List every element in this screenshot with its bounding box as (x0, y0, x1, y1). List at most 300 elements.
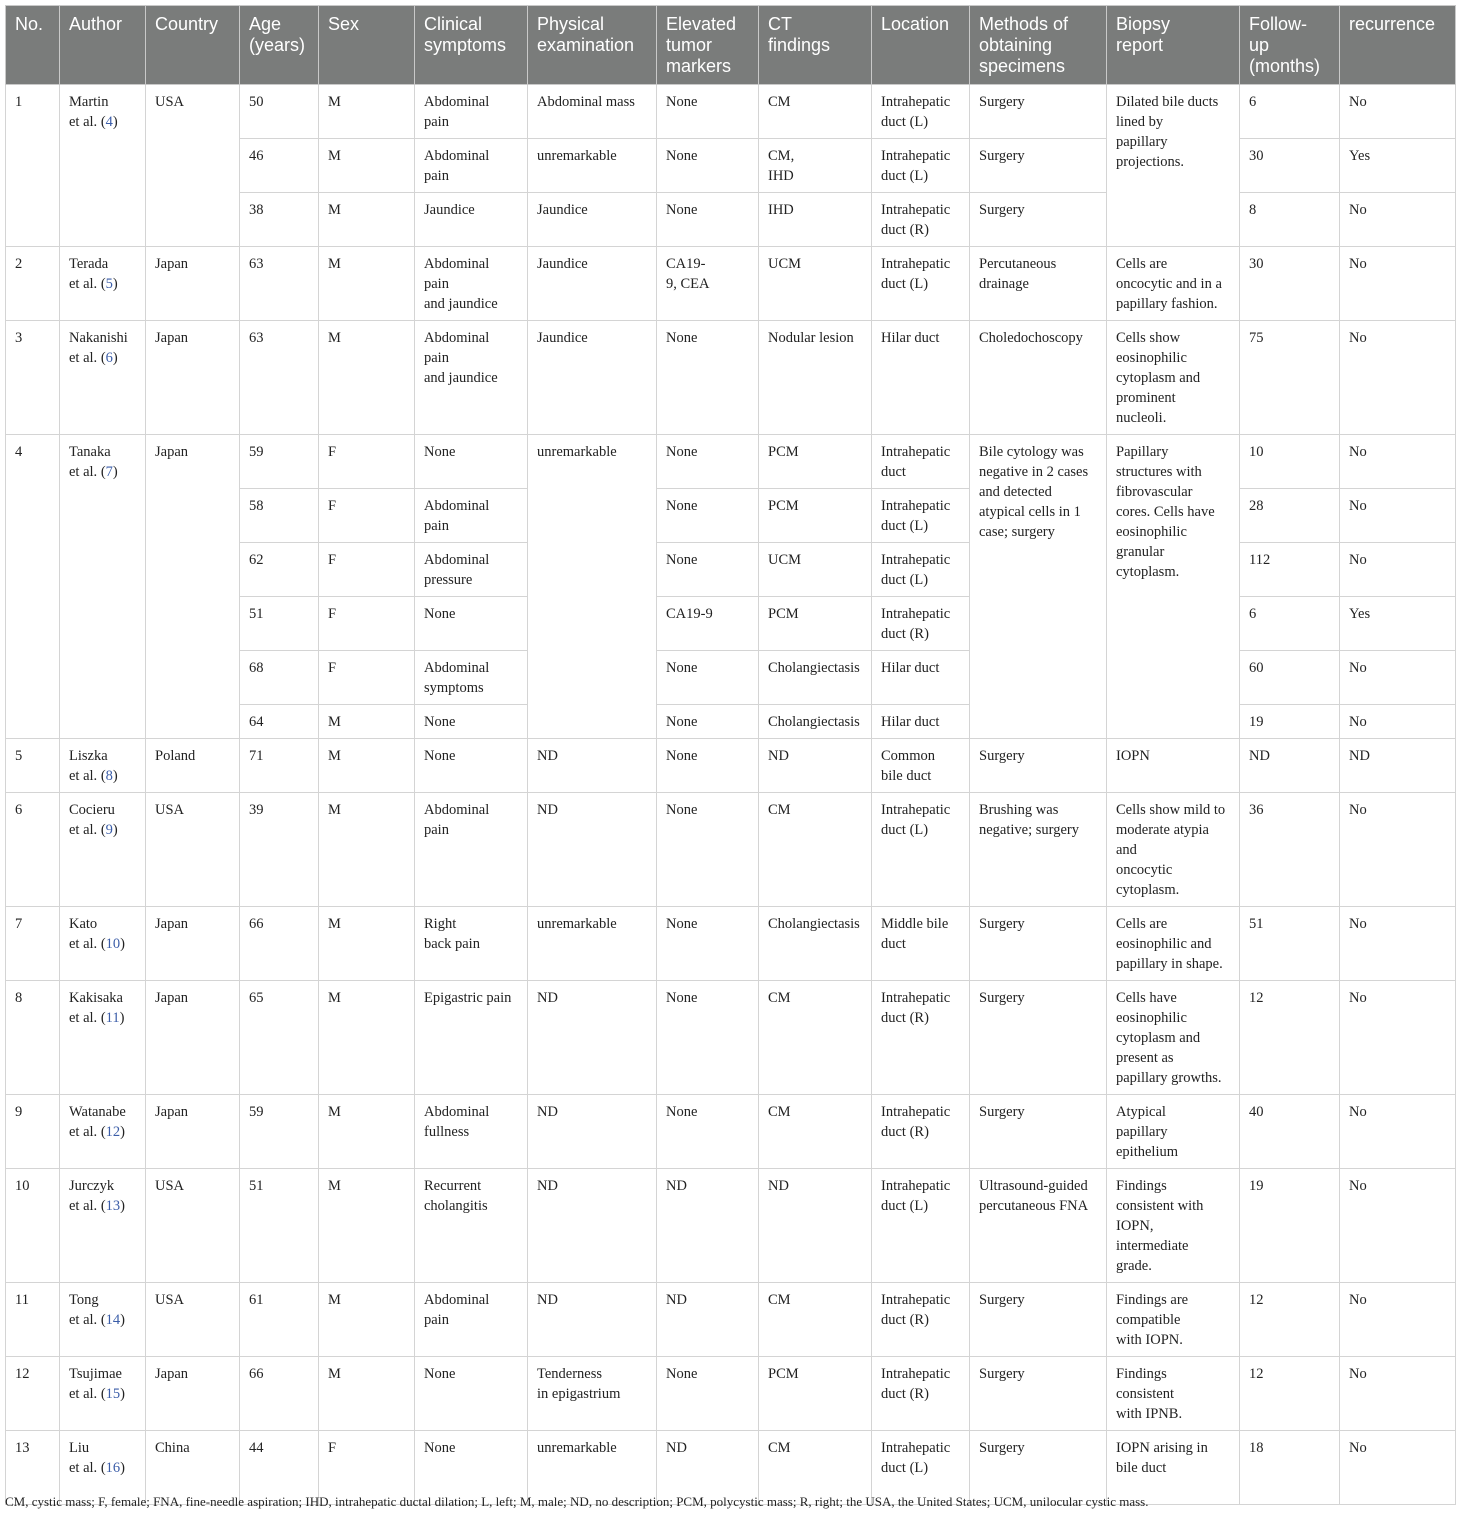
table-cell (415, 247, 528, 321)
cell-text: CM (768, 990, 791, 1006)
table-cell (1240, 907, 1340, 981)
table-cell: Kato et al. (10) (60, 907, 146, 981)
table-cell (1240, 981, 1340, 1095)
table-cell (970, 193, 1107, 247)
column-header-clinical-symptoms (415, 6, 528, 85)
table-cell (872, 435, 970, 489)
table-body (6, 85, 1456, 1505)
cell-text: Terada (69, 256, 109, 272)
cell-text: 112 (1249, 552, 1271, 568)
table-cell (872, 543, 970, 597)
table-cell (1107, 793, 1240, 907)
cell-text: IOPN, (1116, 1218, 1154, 1234)
table-cell (759, 247, 872, 321)
table-cell (528, 193, 657, 247)
cell-text: et al. (69, 822, 98, 838)
cell-text: ND (666, 1440, 687, 1456)
cell-text: Middle bile (881, 916, 949, 932)
cell-text: pain (424, 822, 449, 838)
cell-text: Tanaka (69, 444, 111, 460)
header-text: CT (768, 14, 792, 34)
cell-text: 13 (15, 1440, 30, 1456)
table-cell (319, 489, 415, 543)
cell-text: unremarkable (537, 444, 617, 460)
cell-text: No (1349, 330, 1367, 346)
cell-text: Intrahepatic (881, 552, 951, 568)
reference-link[interactable]: 14 (105, 1312, 121, 1328)
table-cell (872, 139, 970, 193)
cell-text: 59 (249, 444, 264, 460)
cell-text: No (1349, 802, 1367, 818)
cell-text: eosinophilic (1116, 1010, 1187, 1026)
cell-text: 6 (1249, 94, 1257, 110)
table-cell (528, 1169, 657, 1283)
table-cell (872, 489, 970, 543)
table-cell (528, 435, 657, 739)
cell-text: PCM (768, 444, 799, 460)
table-cell (970, 981, 1107, 1095)
table-cell (528, 907, 657, 981)
cell-text: M (328, 94, 341, 110)
cell-text: M (328, 202, 341, 218)
cell-text: 3 (15, 330, 23, 346)
table-cell (528, 1095, 657, 1169)
table-cell (657, 489, 759, 543)
cell-text: M (328, 714, 341, 730)
cell-text: Atypical (1116, 1104, 1166, 1120)
cell-text: 7 (15, 916, 23, 932)
table-cell (1240, 597, 1340, 651)
table-cell (657, 247, 759, 321)
table-cell (415, 139, 528, 193)
table-cell (528, 981, 657, 1095)
reference-link[interactable]: 5 (105, 276, 113, 292)
cell-text: CM (768, 94, 791, 110)
table-cell (319, 1357, 415, 1431)
header-text: symptoms (424, 35, 507, 55)
table-cell (1107, 85, 1240, 247)
cell-text: Surgery (979, 1104, 1025, 1120)
cell-text: Intrahepatic (881, 444, 951, 460)
cell-text: Liu (69, 1440, 90, 1456)
table-cell (1107, 1357, 1240, 1431)
cell-text: 10 (15, 1178, 30, 1194)
cell-text: Intrahepatic (881, 1440, 951, 1456)
table-cell (6, 85, 60, 247)
cell-text: duct (L) (881, 518, 929, 534)
cell-text: with IOPN. (1116, 1332, 1183, 1348)
table-cell (319, 247, 415, 321)
cell-text: fullness (424, 1124, 470, 1140)
cell-text: and jaundice (424, 296, 498, 312)
cell-text: cytoplasm and (1116, 1030, 1201, 1046)
table-cell (319, 907, 415, 981)
cell-text: duct (L) (881, 1198, 929, 1214)
table-cell (1107, 435, 1240, 739)
table-cell (319, 705, 415, 739)
table-cell (1340, 1169, 1456, 1283)
reference-link[interactable]: 11 (105, 1010, 120, 1026)
header-text: Methods of (979, 14, 1069, 34)
cell-text: Yes (1349, 606, 1371, 622)
table-cell (415, 1095, 528, 1169)
table-cell (759, 1169, 872, 1283)
header-text: up (1249, 35, 1270, 55)
cell-text: 68 (249, 660, 264, 676)
cell-text: case; surgery (979, 524, 1055, 540)
table-cell (415, 85, 528, 139)
table-cell (146, 247, 240, 321)
cell-text: IHD (768, 168, 794, 184)
cell-text: Right (424, 916, 457, 932)
cell-text: Intrahepatic (881, 498, 951, 514)
table-cell (319, 597, 415, 651)
column-header-author (60, 6, 146, 85)
table-cell (415, 321, 528, 435)
table-cell (146, 1283, 240, 1357)
cell-text: cores. Cells have (1116, 504, 1215, 520)
table-cell (1340, 1357, 1456, 1431)
cell-text: Jaundice (537, 330, 588, 346)
table-cell (1107, 1169, 1240, 1283)
cell-text: in epigastrium (537, 1386, 621, 1402)
cell-text: duct (881, 464, 906, 480)
cell-text: None (666, 1366, 698, 1382)
table-cell (1340, 139, 1456, 193)
reference-link[interactable]: 15 (105, 1386, 121, 1402)
table-cell (872, 193, 970, 247)
reference-link[interactable]: 12 (105, 1124, 121, 1140)
table-cell (146, 435, 240, 739)
cell-text: M (328, 330, 341, 346)
table-cell (319, 193, 415, 247)
header-text: Author (69, 14, 123, 34)
table-cell (657, 705, 759, 739)
table-cell (415, 981, 528, 1095)
table-cell (657, 1095, 759, 1169)
cell-text: et al. (69, 1124, 98, 1140)
column-header-follow-up (1240, 6, 1340, 85)
table-cell (1107, 321, 1240, 435)
cell-text: duct (L) (881, 822, 929, 838)
column-header-ct-findings (759, 6, 872, 85)
cell-text: CM (768, 1104, 791, 1120)
cell-text: No (1349, 552, 1367, 568)
cell-text: 39 (249, 802, 264, 818)
table-cell (657, 793, 759, 907)
table-cell (759, 739, 872, 793)
cell-text: None (666, 990, 698, 1006)
table-cell (657, 543, 759, 597)
table-cell (319, 981, 415, 1095)
cell-text: 44 (249, 1440, 264, 1456)
table-cell (240, 489, 319, 543)
cell-text: PCM (768, 1366, 799, 1382)
cell-text: eosinophilic and (1116, 936, 1212, 952)
cell-text: 63 (249, 330, 264, 346)
cell-text: et al. (69, 1010, 98, 1026)
table-cell (240, 907, 319, 981)
cell-text: Surgery (979, 1440, 1025, 1456)
cell-text: and jaundice (424, 370, 498, 386)
table-cell (319, 435, 415, 489)
table-cell (970, 139, 1107, 193)
table-cell (1340, 543, 1456, 597)
table-cell (970, 1169, 1107, 1283)
cell-text: Kato (69, 916, 98, 932)
cell-text: None (666, 802, 698, 818)
cell-text: et al. (69, 464, 98, 480)
table-cell (1240, 739, 1340, 793)
cell-text: Hilar duct (881, 714, 940, 730)
cell-text: papillary in shape. (1116, 956, 1223, 972)
table-cell (1240, 705, 1340, 739)
cell-text: M (328, 990, 341, 1006)
reference-link[interactable]: 7 (105, 464, 113, 480)
table-cell (415, 793, 528, 907)
cell-text: M (328, 1366, 341, 1382)
reference-link[interactable]: 6 (105, 350, 113, 366)
cell-text: 1 (15, 94, 23, 110)
cell-text: USA (155, 1178, 185, 1194)
table-cell (872, 981, 970, 1095)
table-cell (759, 321, 872, 435)
table-cell: Tsujimae et al. (15) (60, 1357, 146, 1431)
cell-text: drainage (979, 276, 1029, 292)
table-cell (6, 981, 60, 1095)
cell-text: 19 (1249, 1178, 1264, 1194)
cell-text: granular (1116, 544, 1165, 560)
table-cell (6, 1357, 60, 1431)
cell-text: Surgery (979, 990, 1025, 1006)
cell-text: ND (537, 748, 558, 764)
cell-text: duct (L) (881, 168, 929, 184)
cell-text: 40 (1249, 1104, 1264, 1120)
cell-text: 64 (249, 714, 264, 730)
cell-text: Abdominal (424, 256, 490, 272)
cell-text: Yes (1349, 148, 1371, 164)
cell-text: None (666, 660, 698, 676)
table-cell (240, 193, 319, 247)
table-cell (6, 1169, 60, 1283)
cell-text: No (1349, 498, 1367, 514)
header-text: Physical (537, 14, 605, 34)
table-row (6, 1357, 1456, 1431)
table-cell (415, 543, 528, 597)
cell-text: Japan (155, 256, 189, 272)
cell-text: Recurrent (424, 1178, 482, 1194)
cell-text: duct (881, 936, 906, 952)
cell-text: Brushing was (979, 802, 1059, 818)
table-cell (1340, 321, 1456, 435)
cell-text: CM (768, 1440, 791, 1456)
cell-text: None (424, 444, 456, 460)
cell-text: Abdominal (424, 1292, 490, 1308)
table-cell (1340, 247, 1456, 321)
table-cell (319, 139, 415, 193)
cell-text: et al. (69, 1312, 98, 1328)
cell-text: 6 (15, 802, 23, 818)
cell-text: Cells show mild to (1116, 802, 1226, 818)
cell-text: M (328, 1178, 341, 1194)
table-cell (240, 543, 319, 597)
cell-text: No (1349, 916, 1367, 932)
table-cell (415, 193, 528, 247)
cell-text: None (666, 330, 698, 346)
table-cell (240, 705, 319, 739)
reference-link[interactable]: 8 (105, 768, 113, 784)
reference-link[interactable]: 16 (105, 1460, 121, 1476)
reference-link[interactable]: 13 (105, 1198, 121, 1214)
table-cell (319, 321, 415, 435)
header-text: Location (881, 14, 950, 34)
cell-text: nucleoli. (1116, 410, 1167, 426)
cell-text: papillary growths. (1116, 1070, 1222, 1086)
cell-text: Intrahepatic (881, 256, 951, 272)
header-text: markers (666, 56, 732, 76)
cell-text: 6 (1249, 606, 1257, 622)
cell-text: M (328, 916, 341, 932)
cell-text: Cholangiectasis (768, 660, 860, 676)
table-cell (1107, 1095, 1240, 1169)
cell-text: Liszka (69, 748, 108, 764)
cell-text: Abdominal (424, 330, 490, 346)
cell-text: Intrahepatic (881, 94, 951, 110)
cell-text: ND (537, 1178, 558, 1194)
cell-text: duct (L) (881, 114, 929, 130)
cell-text: papillary fashion. (1116, 296, 1218, 312)
table-cell (1240, 1283, 1340, 1357)
table-cell (970, 793, 1107, 907)
cell-text: None (424, 1440, 456, 1456)
table-cell (415, 597, 528, 651)
cell-text: M (328, 256, 341, 272)
cell-text: atypical cells in 1 (979, 504, 1081, 520)
table-cell (240, 247, 319, 321)
reference-link[interactable]: 10 (105, 936, 121, 952)
cell-text: M (328, 1292, 341, 1308)
cell-text: Jaundice (537, 202, 588, 218)
table-cell (1240, 489, 1340, 543)
table-cell: Cocieru et al. (9) (60, 793, 146, 907)
table-cell (657, 139, 759, 193)
cell-text: No (1349, 202, 1367, 218)
cell-text: negative in 2 cases (979, 464, 1089, 480)
table-cell (146, 85, 240, 247)
table-cell (970, 435, 1107, 739)
table-cell (1240, 793, 1340, 907)
cell-text: et al. (69, 1460, 98, 1476)
table-cell: Watanabe et al. (12) (60, 1095, 146, 1169)
table-cell (872, 907, 970, 981)
cell-text: Intrahepatic (881, 1366, 951, 1382)
cell-text: 61 (249, 1292, 264, 1308)
cell-text: Japan (155, 444, 189, 460)
cell-text: 28 (1249, 498, 1264, 514)
table-cell (872, 793, 970, 907)
cell-text: duct (L) (881, 1460, 929, 1476)
cell-text: Surgery (979, 916, 1025, 932)
header-text: report (1116, 35, 1164, 55)
cell-text: Intrahepatic (881, 202, 951, 218)
table-cell (759, 981, 872, 1095)
cell-text: duct (L) (881, 276, 929, 292)
cell-text: grade. (1116, 1258, 1152, 1274)
cell-text: cytoplasm and (1116, 370, 1201, 386)
table-cell (872, 739, 970, 793)
cell-text: 12 (1249, 990, 1264, 1006)
cell-text: 50 (249, 94, 264, 110)
table-cell (759, 85, 872, 139)
header-text: No. (15, 14, 44, 34)
cell-text: 19 (1249, 714, 1264, 730)
table-cell (872, 651, 970, 705)
cell-text: pain (424, 518, 449, 534)
table-cell (528, 1283, 657, 1357)
table-cell (657, 1283, 759, 1357)
table-cell (240, 1357, 319, 1431)
cell-text: Surgery (979, 94, 1025, 110)
table-cell (1240, 1095, 1340, 1169)
cell-text: oncocytic (1116, 862, 1173, 878)
cell-text: intermediate (1116, 1238, 1189, 1254)
cell-text: Nodular lesion (768, 330, 854, 346)
cell-text: Watanabe (69, 1104, 126, 1120)
cell-text: Surgery (979, 748, 1025, 764)
cell-text: bile duct (881, 768, 932, 784)
cell-text: China (155, 1440, 190, 1456)
cell-text: pain (424, 114, 449, 130)
cell-text: CA19- (666, 256, 706, 272)
table-cell (146, 907, 240, 981)
table-cell: Tong et al. (14) (60, 1283, 146, 1357)
cell-text: ND (1249, 748, 1270, 764)
reference-link[interactable]: 9 (105, 822, 113, 838)
table-cell (1240, 85, 1340, 139)
table-cell (240, 1169, 319, 1283)
column-header-specimen-method (970, 6, 1107, 85)
table-cell: Kakisaka et al. (11) (60, 981, 146, 1095)
cell-text: Cells are (1116, 256, 1168, 272)
cell-text: cytoplasm. (1116, 564, 1180, 580)
cell-text: structures with (1116, 464, 1202, 480)
cell-text: M (328, 1104, 341, 1120)
cell-text: 2 (15, 256, 23, 272)
cell-text: duct (L) (881, 572, 929, 588)
cell-text: No (1349, 1178, 1367, 1194)
table-cell (1340, 981, 1456, 1095)
table-cell (970, 85, 1107, 139)
cell-text: oncocytic and in a (1116, 276, 1222, 292)
cell-text: Abdominal (424, 1104, 490, 1120)
cell-text: Martin (69, 94, 109, 110)
table-cell (970, 321, 1107, 435)
cell-text: Hilar duct (881, 660, 940, 676)
cell-text: 4 (15, 444, 23, 460)
table-cell (759, 193, 872, 247)
table-row (6, 321, 1456, 435)
table-cell (6, 321, 60, 435)
reference-link[interactable]: 4 (105, 114, 113, 130)
cell-text: duct (R) (881, 1312, 929, 1328)
table-row (6, 435, 1456, 489)
cell-text: Jaundice (537, 256, 588, 272)
table-cell (759, 139, 872, 193)
table-cell (1240, 435, 1340, 489)
table-cell (146, 1357, 240, 1431)
table-cell (6, 739, 60, 793)
table-cell (415, 705, 528, 739)
